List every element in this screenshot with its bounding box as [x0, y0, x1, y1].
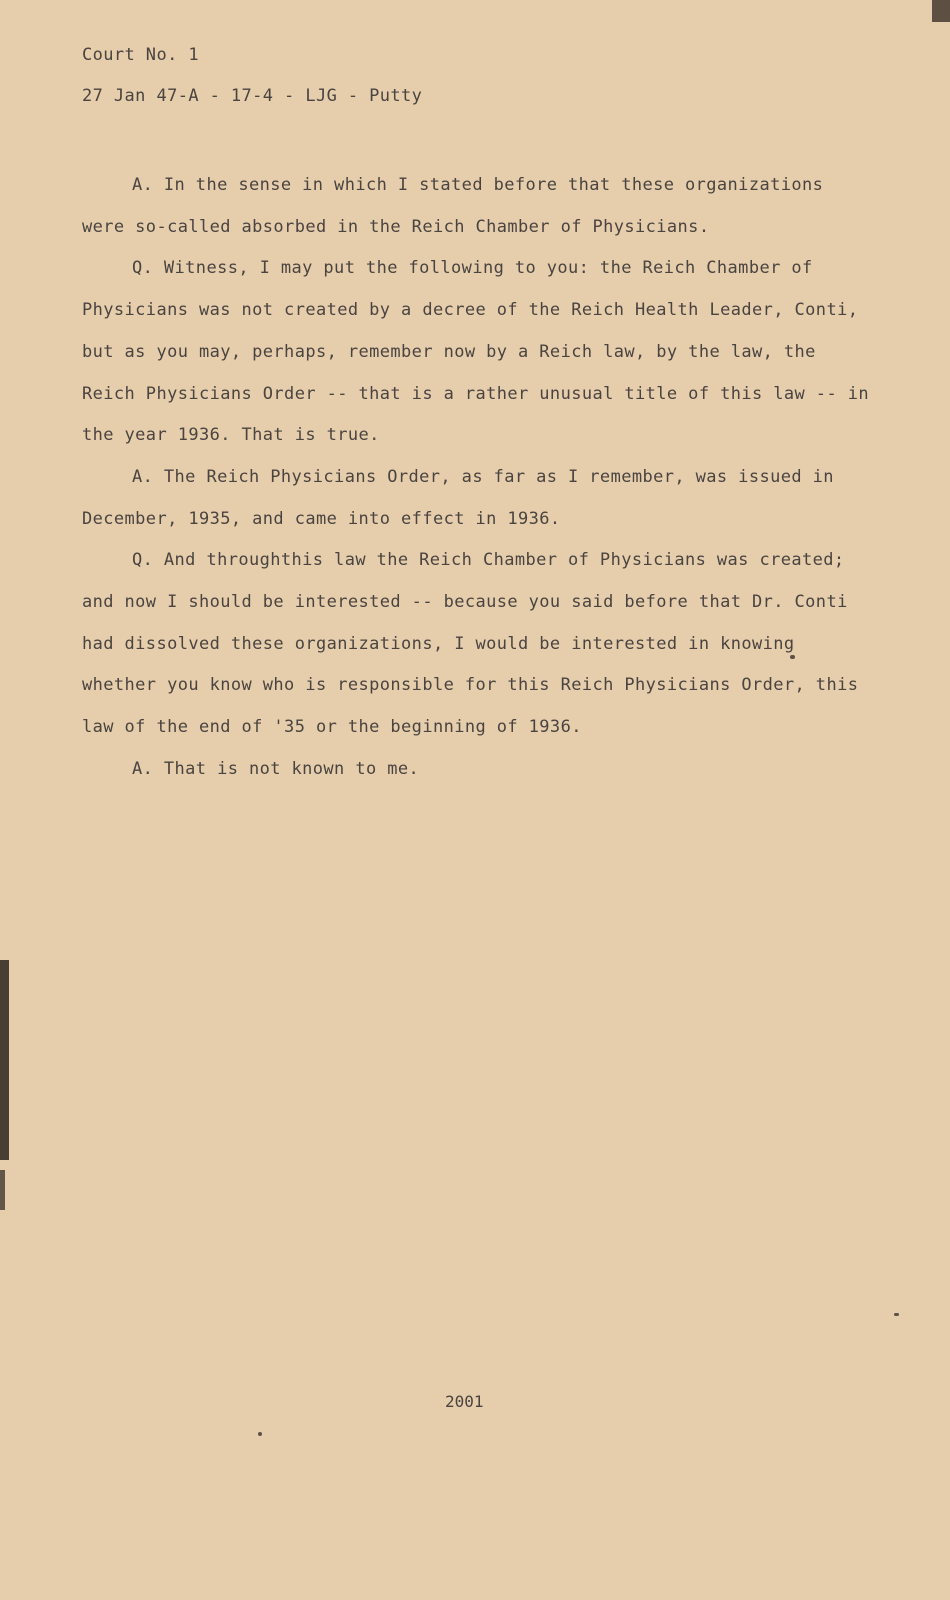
transcript-paragraph: Q. Witness, I may put the following to you: the Reich Chamber of Physicians was not created by a decree of the Reich Health Leader, Conti, but as you may, perhaps, remember now by a Reich law, by the law, the Reich Physicians Order -- that is a rather unusual title of this law -- in the year 1936. That is true. — [82, 258, 869, 446]
ink-speck — [790, 655, 795, 659]
transcript-paragraph: A. The Reich Physicians Order, as far as I remember, was issued in December, 1935, and came into effect in 1936. — [82, 466, 834, 529]
page-number: 2001 — [445, 1392, 484, 1411]
paper-edge-damage — [0, 1170, 5, 1210]
ink-speck — [258, 1432, 262, 1436]
paper-corner-damage — [932, 0, 950, 22]
transcript-paragraph: A. That is not known to me. — [132, 758, 420, 779]
paper-edge-damage — [0, 960, 9, 1160]
transcript-paragraph: A. In the sense in which I stated before that these organizations were so-called absorbed in the Reich Chamber of Physicians. — [82, 175, 824, 237]
document-reference: 27 Jan 47-A - 17-4 - LJG - Putty — [82, 86, 423, 106]
transcript-body — [82, 165, 872, 791]
court-number: Court No. 1 — [82, 45, 199, 65]
transcript-paragraph: Q. And throughthis law the Reich Chamber of Physicians was created; and now I should be interested -- because you said before that Dr. Conti had dissolved these organizations, I would be interested in knowing whether you know who is responsible for this Reich Physicians Order, this law of the end of '35 or the beginning of 1936. — [82, 550, 859, 738]
ink-speck — [894, 1313, 899, 1316]
